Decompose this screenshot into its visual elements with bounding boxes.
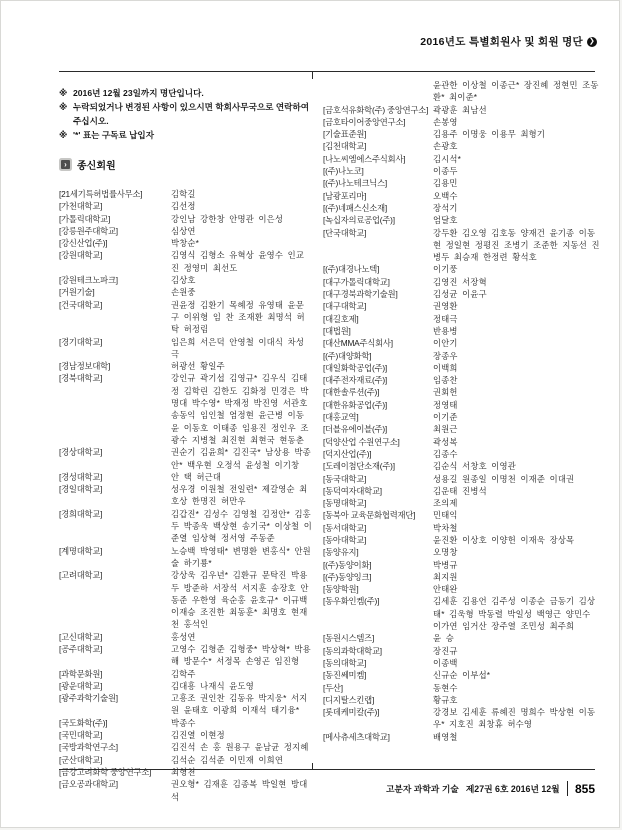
entry-org: [경성대학교] — [59, 471, 103, 482]
entry-names: 윤진환 이상호 이양헌 이재욱 장상목 — [433, 534, 575, 545]
entry-org: [광운대학교] — [59, 680, 103, 691]
entry-names: 김용주 이명웅 이용무 최형기 — [433, 129, 546, 140]
entry-names: 정태극 — [433, 313, 458, 324]
entry-org: [군산대학교] — [59, 754, 103, 765]
member-entry — [323, 214, 601, 226]
entry-org: [(주)동양이화] — [323, 559, 372, 570]
entry-org: [동양학원] — [323, 584, 359, 595]
member-entry — [59, 336, 312, 361]
entry-names: 민태익 — [433, 510, 458, 521]
entry-org: [금호타이어중앙연구소] — [323, 116, 406, 127]
member-entry — [323, 190, 601, 202]
member-entry — [323, 485, 601, 497]
entry-names: 윤 승 — [433, 633, 454, 644]
note-text: 누락되었거나 변경된 사항이 있으시면 학회사무국으로 연락하여 주십시오. — [73, 102, 310, 126]
entry-names: 이백희 — [433, 362, 458, 373]
member-entry — [323, 731, 601, 743]
entry-names: 황규호 — [433, 694, 458, 705]
entry-org: [덕양산업 수원연구소] — [323, 436, 400, 447]
member-entry — [59, 545, 312, 570]
entry-org: [동북아 교육문화협력재단] — [323, 510, 416, 521]
member-entry — [59, 766, 312, 778]
member-entry — [59, 508, 312, 545]
member-entry — [59, 225, 312, 237]
entry-org: [(주)대양화학] — [323, 350, 372, 361]
member-entry — [59, 446, 312, 471]
entry-names: 윤관한 이상철 이종근* 장진혜 정현민 조동환* 최이준* — [433, 80, 599, 103]
member-entry — [323, 534, 601, 546]
entry-names: 최형천 — [171, 766, 196, 777]
entry-names: 김시석* — [433, 153, 462, 164]
member-entry — [323, 460, 601, 472]
member-entry — [323, 128, 601, 140]
member-entry — [323, 571, 601, 583]
entry-names: 반용병 — [433, 325, 458, 336]
entry-names: 장석기 — [433, 202, 458, 213]
member-entry — [323, 140, 601, 152]
entry-names: 심상연 — [171, 225, 196, 236]
member-entry — [323, 165, 601, 177]
entry-names: 안 택 허근대 — [171, 471, 222, 482]
entry-org: [대한유화공업(주)] — [323, 399, 388, 410]
entry-names: 고영수 김형준 김형중* 박상혁* 박용해 방문수* 서정목 손영곤 임진형 — [171, 643, 311, 667]
entry-org: [대법원] — [323, 325, 351, 336]
entry-org: [거원기술] — [59, 287, 95, 298]
member-entry — [59, 200, 312, 212]
note-item — [59, 100, 312, 128]
entry-org: [김천대학교] — [323, 141, 367, 152]
member-entry — [323, 522, 601, 534]
entry-names: 성용길 원종일 이명천 이재준 이대권 — [433, 473, 575, 484]
entry-org: [대주전자재료(주)] — [323, 375, 388, 386]
member-entry — [59, 741, 312, 753]
member-entry — [323, 669, 601, 681]
entry-names: 권회헌 — [433, 387, 458, 398]
entry-org: [동의과학대학교] — [323, 645, 382, 656]
entry-org: [(주)나노테크닉스] — [323, 178, 388, 189]
entry-org: [대구가톨릭대학교] — [323, 276, 390, 287]
entry-org: [강릉원주대학교] — [59, 225, 118, 236]
entry-org: [금호석유화학(주) 중앙연구소] — [323, 104, 429, 115]
entry-org: [경상대학교] — [59, 447, 103, 458]
circle-arrow-icon: ❯ — [588, 38, 596, 45]
member-entry — [323, 337, 601, 349]
entry-org: [금강고려화학 중앙연구소] — [59, 766, 152, 777]
entry-org: [동양유지] — [323, 547, 359, 558]
member-entry — [323, 497, 601, 509]
member-entry — [59, 286, 312, 298]
entry-org: [동우화인켐(주)] — [323, 596, 380, 607]
member-entry — [59, 778, 312, 803]
entry-names: 임은희 서은덕 안영철 이대식 차성극 — [171, 336, 305, 359]
entry-names: 김석순 김석준 이민재 이희연 — [171, 754, 284, 765]
entry-org: [녹십자의료공업(주)] — [323, 215, 395, 226]
entry-org: [과학문화원] — [59, 668, 103, 679]
member-entry — [323, 399, 601, 411]
entry-names: 김성균 이윤구 — [433, 289, 487, 300]
entry-org: [나노씨엠에스주식회사] — [323, 153, 406, 164]
entry-org: [고려대학교] — [59, 570, 103, 581]
member-entry — [323, 583, 601, 595]
member-entry — [323, 374, 601, 386]
entry-org: [덕지산업(주)] — [323, 448, 372, 459]
entry-org: [경북대학교] — [59, 373, 103, 384]
entry-org: [고신대학교] — [59, 631, 103, 642]
member-entry — [59, 668, 312, 680]
entry-names: 배영철 — [433, 731, 458, 742]
entry-org: [국방과학연구소] — [59, 742, 118, 753]
entry-names: 조의제 — [433, 498, 458, 509]
member-entry — [323, 657, 601, 669]
note-item — [59, 86, 312, 100]
left-column — [59, 81, 312, 803]
entry-names: 최지원 — [433, 571, 458, 582]
entry-org: [(주)나노코] — [323, 166, 364, 177]
member-list-right — [323, 79, 601, 743]
entry-names: 허광선 황일주 — [171, 361, 225, 372]
entry-names: 곽광훈 최남선 — [433, 104, 487, 115]
entry-names: 김학주 — [171, 668, 196, 679]
entry-org: [(주)동양잉크] — [323, 571, 372, 582]
entry-names: 박차철 — [433, 522, 458, 533]
page-footer — [386, 781, 595, 796]
note-marker: ※ — [59, 102, 68, 112]
entry-names: 김운태 진병석 — [433, 485, 487, 496]
entry-org: [동아대학교] — [323, 534, 367, 545]
member-entry — [59, 471, 312, 483]
entry-org: [강원대학교] — [59, 250, 103, 261]
member-entry — [323, 682, 601, 694]
entry-org: [(주)네패스신소재] — [323, 202, 388, 213]
entry-org: [대일화학공업(주)] — [323, 362, 388, 373]
member-entry — [59, 249, 312, 274]
entry-org: [(주)대경나노텍] — [323, 264, 380, 275]
entry-org: [대구경북과학기술원] — [323, 289, 398, 300]
member-entry — [323, 448, 601, 460]
entry-names: 권순기 김윤희* 김진국* 남상용 박종안* 백우현 오정석 윤성철 이기창 — [171, 447, 311, 470]
member-entry — [323, 325, 601, 337]
notes-block — [59, 86, 312, 142]
running-head-title: 2016년도 특별회원사 및 회원 명단 — [420, 36, 583, 48]
entry-names: 김학길 — [171, 189, 196, 199]
member-entry — [59, 274, 312, 286]
entry-names: 강인남 강한창 안명관 이은성 — [171, 213, 284, 224]
member-entry — [59, 360, 312, 372]
member-entry — [59, 299, 312, 336]
entry-names: 동현수 — [433, 682, 458, 693]
member-entry — [323, 79, 601, 104]
right-column — [323, 79, 601, 743]
entry-org: [대구대학교] — [323, 301, 367, 312]
entry-names: 홍성연 — [171, 631, 196, 642]
entry-names: 손광호 — [433, 141, 458, 152]
entry-names: 장진규 — [433, 645, 458, 656]
entry-org: [경남정보대학] — [59, 361, 111, 372]
entry-org: [공주대학교] — [59, 643, 103, 654]
entry-org: [동국대학교] — [323, 473, 367, 484]
member-entry — [323, 473, 601, 485]
entry-org: [국도화학(주)] — [59, 717, 108, 728]
entry-org: [도레이첨단소재(주)] — [323, 461, 395, 472]
member-entry — [323, 632, 601, 644]
entry-org: [기술표준원] — [323, 129, 367, 140]
member-entry — [323, 362, 601, 374]
entry-org: [경기대학교] — [59, 336, 103, 347]
entry-names: 이종백 — [433, 657, 458, 668]
section-header — [59, 157, 312, 172]
entry-org: [경일대학교] — [59, 484, 103, 495]
note-marker: ※ — [59, 130, 68, 140]
top-rule — [59, 71, 595, 72]
entry-org: [건국대학교] — [59, 299, 103, 310]
entry-org: [롯데케미칼(주)] — [323, 707, 380, 718]
entry-names: 임종찬 — [433, 375, 458, 386]
member-entry — [323, 227, 601, 264]
member-entry — [59, 631, 312, 643]
entry-org: [국민대학교] — [59, 730, 103, 741]
entry-names: 김종수 — [433, 448, 458, 459]
entry-org: [강신산업(주)] — [59, 238, 108, 249]
member-entry — [59, 729, 312, 741]
entry-org: [디지탈스킨랩] — [323, 694, 375, 705]
member-entry — [323, 706, 601, 731]
member-entry — [59, 213, 312, 225]
entry-org: [동진쎄미켐] — [323, 670, 367, 681]
entry-names: 장종우 — [433, 350, 458, 361]
entry-org: [21세기특허법률사무소] — [59, 189, 143, 199]
note-text: '*' 표는 구독료 납입자 — [73, 130, 155, 140]
member-entry — [59, 717, 312, 729]
member-entry — [59, 754, 312, 766]
entry-names: 김대흥 나재식 윤도영 — [171, 680, 254, 691]
entry-names: 노승백 박영태* 변명환 변홍식* 안원술 하기룡* — [171, 545, 311, 568]
entry-names: 곽성복 — [433, 436, 458, 447]
entry-org: [가톨릭대학교] — [59, 213, 111, 224]
entry-org: [두산] — [323, 682, 343, 693]
entry-names: 박병규 — [433, 559, 458, 570]
footer-divider — [567, 781, 568, 796]
member-entry — [323, 202, 601, 214]
section-title: 종신회원 — [77, 161, 116, 172]
entry-names: 이기풍 — [433, 264, 458, 275]
entry-org: [동덕여자대학교] — [323, 485, 382, 496]
entry-names: 김상호 — [171, 275, 196, 286]
member-entry — [323, 313, 601, 325]
member-entry — [323, 694, 601, 706]
entry-org: [동명대학교] — [323, 498, 367, 509]
entry-names: 강상욱 김우년* 김환규 문탁진 박용두 방준하 서장석 서지훈 송장호 안동준 우한영 육순홍 윤호규* 이규백 이재승 조진한 최동훈* 최명호 현재천 홍석인 — [171, 570, 309, 630]
member-entry — [59, 237, 312, 249]
member-entry — [323, 509, 601, 521]
member-entry — [323, 300, 601, 312]
entry-org: [광주과학기술원] — [59, 693, 118, 704]
entry-names: 김갑진* 김성수 김영철 김정안* 김홍두 박종욱 백상현 송기국* 이상철 이준열 임상혁 정서영 주동준 — [171, 508, 312, 544]
member-entry — [323, 645, 601, 657]
entry-org: [대길호제] — [323, 313, 359, 324]
entry-names: 최원근 — [433, 424, 458, 435]
entry-names: 박종수 — [171, 717, 196, 728]
entry-names: 권윤정 김환기 목혜정 유영태 윤문구 이위형 임 찬 조재환 최명석 허 탁 허정림 — [171, 299, 305, 335]
page-number: 855 — [574, 781, 595, 796]
member-entry — [323, 153, 601, 165]
entry-org: [대산MMA주식회사] — [323, 338, 393, 349]
entry-names: 이안기 — [433, 338, 458, 349]
entry-names: 신규순 이부섭* — [433, 670, 491, 681]
entry-org: [금오공과대학교] — [59, 779, 118, 790]
member-entry — [323, 116, 601, 128]
entry-names: 김세훈 김용언 김주성 이종순 금동기 김상태* 김욱형 박동렬 박일성 백영근 양민수 이가연 임거산 장주열 조민성 최주희 — [433, 596, 596, 632]
column-divider-tick — [312, 72, 313, 79]
issue-info: 제27권 6호 2016년 12월 — [465, 784, 560, 794]
entry-names: 오명창 — [433, 547, 458, 558]
entry-names: 김순식 서창호 이영관 — [433, 461, 516, 472]
entry-names: 고흥조 권인찬 김동유 박지웅* 서지원 윤태호 이광희 이재석 태기융* — [171, 693, 308, 716]
note-marker: ※ — [59, 88, 68, 98]
entry-names: 강인규 곽기섭 김영규* 김우식 김태정 김학린 김한도 김화정 민경은 박명대 박수영* 박재정 박진영 서관호 송동익 임인철 엄정현 윤근병 이동윤 이동호 이태종 임용진 정인우 조광수 지병철 최진현 최현국 현동춘 — [171, 373, 309, 445]
member-entry — [59, 569, 312, 630]
entry-org: [대한솔루션(주)] — [323, 387, 380, 398]
entry-org: [메사츄세츠대학교] — [323, 731, 390, 742]
entry-names: 이기준 — [433, 412, 458, 423]
member-entry — [59, 188, 312, 200]
entry-names: 손봉영 — [433, 116, 458, 127]
entry-names: 오백수 — [433, 190, 458, 201]
entry-names: 김진석 손 홍 원용구 윤남균 정지혜 — [171, 742, 309, 753]
note-text: 2016년 12월 23일까지 명단입니다. — [73, 88, 204, 98]
member-entry — [323, 386, 601, 398]
entry-org: [가천대학교] — [59, 201, 103, 212]
member-entry — [323, 177, 601, 189]
entry-names: 강두환 김오영 김호동 양재건 윤기종 이동현 정일현 정평진 조병기 조준한 지동선 진병두 최승재 한정련 황석호 — [433, 227, 600, 263]
entry-org: [강원테크노파크] — [59, 275, 118, 286]
entry-names: 엄달호 — [433, 215, 458, 226]
member-entry — [59, 680, 312, 692]
entry-org: [단국대학교] — [323, 227, 367, 238]
entry-org: [경희대학교] — [59, 508, 103, 519]
member-entry — [323, 288, 601, 300]
member-entry — [323, 436, 601, 448]
section-chevron-icon: › — [59, 158, 72, 171]
entry-org: [동서대학교] — [323, 522, 367, 533]
entry-names: 정영태 — [433, 399, 458, 410]
journal-title: 고분자 과학과 기술 — [385, 784, 459, 794]
entry-names: 김영식 김형소 유혁상 윤영수 인교진 정영미 최선도 — [171, 250, 305, 273]
entry-names: 권오형* 김재훈 김종복 박일현 방대석 — [171, 779, 308, 802]
member-entry — [323, 411, 601, 423]
member-entry — [323, 276, 601, 288]
entry-names: 김영진 서장혁 — [433, 276, 487, 287]
entry-names: 김용민 — [433, 178, 458, 189]
member-entry — [59, 643, 312, 668]
entry-names: 강경보 김세훈 류혜진 명희수 박상현 이동우* 지호진 최창휴 허수영 — [433, 707, 596, 730]
bottom-rule — [59, 769, 595, 770]
entry-names: 권영환 — [433, 301, 458, 312]
entry-org: [계명대학교] — [59, 545, 103, 556]
note-item — [59, 128, 312, 142]
entry-names: 성우경 이원철 전일련* 제갈영순 최호상 한명진 허만우 — [171, 484, 308, 507]
entry-names: 이종두 — [433, 166, 458, 177]
entry-names: 김선정 — [171, 201, 196, 212]
entry-names: 안태완 — [433, 584, 458, 595]
entry-org: [남광포리마] — [323, 190, 367, 201]
member-entry — [59, 692, 312, 717]
member-entry — [323, 263, 601, 275]
member-entry — [323, 104, 601, 116]
entry-names: 김진열 이현정 — [171, 730, 225, 741]
member-entry — [59, 483, 312, 508]
member-list-left — [59, 188, 312, 803]
entry-names: 박창순* — [171, 238, 200, 249]
entry-names: 손원중 — [171, 287, 196, 298]
entry-org: [동의대학교] — [323, 657, 367, 668]
entry-org: [동원시스템즈] — [323, 633, 375, 644]
column-divider-tick — [312, 763, 313, 770]
member-entry — [323, 546, 601, 558]
running-head — [420, 34, 597, 49]
member-entry — [323, 423, 601, 435]
member-entry — [323, 559, 601, 571]
member-entry — [59, 372, 312, 446]
entry-org: [더블유에이블(주)] — [323, 424, 388, 435]
member-entry — [323, 350, 601, 362]
member-entry — [323, 595, 601, 632]
entry-org: [대홍교역] — [323, 412, 359, 423]
